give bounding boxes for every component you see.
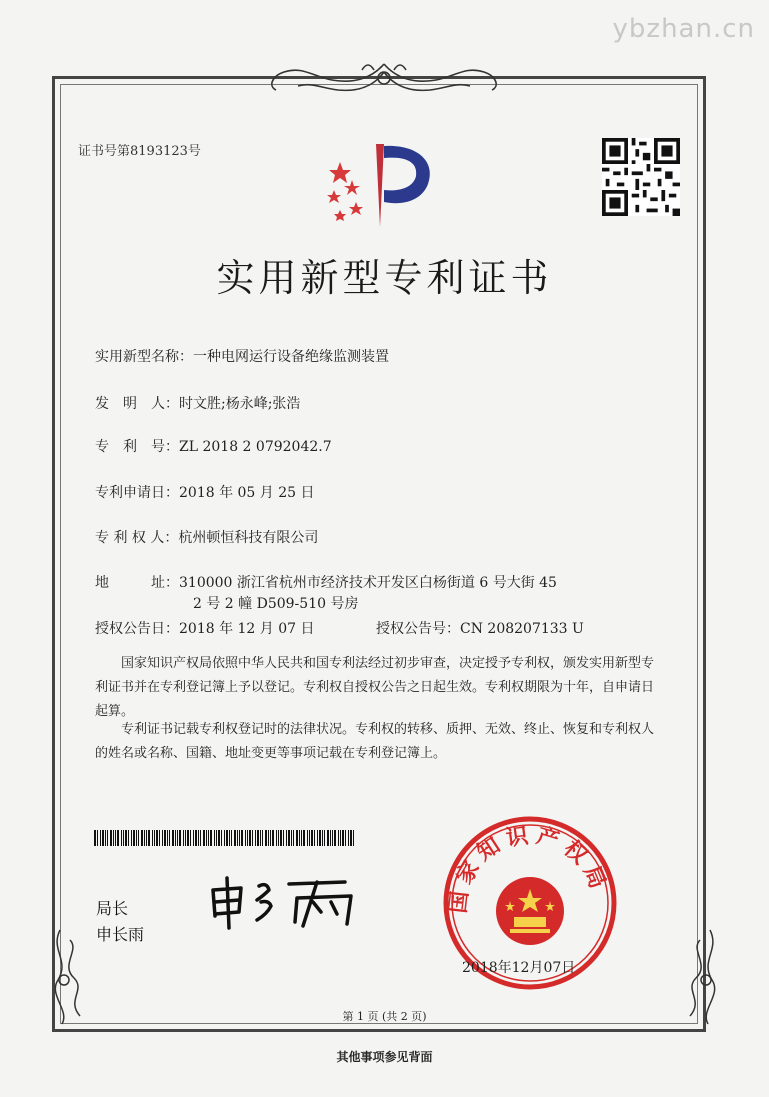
address-row (95, 572, 557, 592)
application-date-label: 专利申请日： (95, 485, 179, 501)
seal-date: 2018年12月07日 (462, 960, 576, 976)
inventor-value: 时文胜;杨永峰;张浩 (179, 396, 301, 412)
paragraph-legal-status: 专利证书记载专利权登记时的法律状况。专利权的转移、质押、无效、终止、恢复和专利权人的姓名或名称、国籍、地址变更等事项记载在专利登记簿上。 (95, 722, 655, 761)
top-ornament (262, 58, 507, 98)
paragraph-grant-statement: 国家知识产权局依照中华人民共和国专利法经过初步审查，决定授予专利权，颁发实用新型专利证书并在专利登记簿上予以登记。专利权自授权公告之日起生效。专利权期限为十年，自申请日起算。 (95, 656, 655, 719)
patent-office-logo (318, 132, 438, 232)
utility-model-name-value: 一种电网运行设备绝缘监测装置 (193, 349, 389, 365)
patent-number-row (95, 436, 332, 456)
patentee-label: 专 利 权 人： (95, 530, 179, 546)
certificate-number: 证书号第8193123号 (78, 144, 201, 159)
watermark: ybzhan.cn (612, 14, 755, 44)
director-title: 局长 (96, 899, 129, 918)
utility-model-name-row (95, 346, 389, 366)
director-name: 申长雨 (96, 925, 145, 944)
address-label: 地 址： (95, 575, 179, 591)
grant-number-value: CN 208207133 U (460, 621, 584, 637)
inventor-row (95, 393, 300, 413)
address-value-line2: 2 号 2 幢 D509-510 号房 (193, 596, 359, 612)
grant-number-row (376, 618, 584, 638)
barcode (94, 830, 356, 846)
patent-number-label: 专 利 号： (95, 439, 179, 455)
certificate-title: 实用新型专利证书 (216, 256, 553, 300)
address-value-line1: 310000 浙江省杭州市经济技术开发区白杨街道 6 号大街 45 (179, 575, 557, 591)
patentee-value: 杭州顿恒科技有限公司 (178, 530, 319, 546)
grant-number-label: 授权公告号： (376, 621, 460, 637)
application-date-value: 2018 年 05 月 25 日 (179, 485, 315, 501)
application-date-row (95, 482, 315, 502)
address-row-continued (193, 593, 358, 613)
director-signature (205, 872, 375, 932)
grant-date-row (95, 618, 315, 638)
patent-number-value: ZL 2018 2 0792042.7 (179, 439, 332, 455)
grant-date-label: 授权公告日： (95, 621, 179, 637)
patentee-row (95, 527, 318, 547)
qr-code (602, 138, 680, 216)
footer-note: 其他事项参见背面 (336, 1050, 433, 1064)
page-number: 第 1 页 (共 2 页) (342, 1010, 427, 1023)
seal-text: 国家知识产权局 (445, 822, 613, 915)
inventor-label: 发 明 人： (95, 396, 179, 412)
utility-model-name-label: 实用新型名称： (95, 349, 193, 365)
grant-date-value: 2018 年 12 月 07 日 (179, 621, 315, 637)
